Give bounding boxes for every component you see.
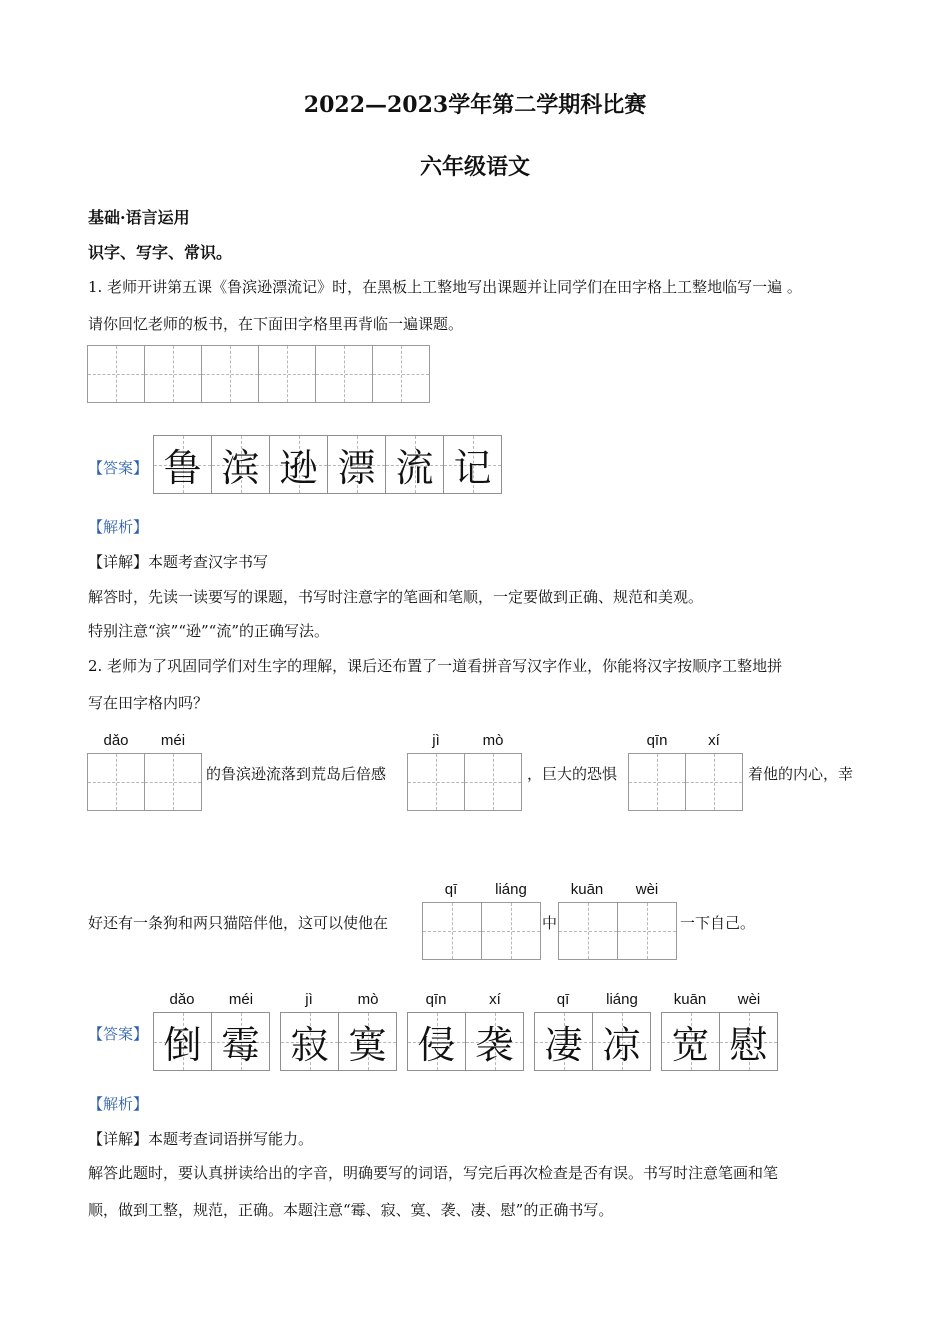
pinyin-label: dǎo	[169, 991, 195, 1008]
section-heading: 基础·语言运用	[88, 208, 190, 227]
answer-char: 寂	[290, 1023, 329, 1067]
grid-cell[interactable]	[144, 753, 202, 811]
grid-cell[interactable]	[685, 753, 743, 811]
pinyin-label: wèi	[737, 991, 761, 1008]
pinyin-label: qī	[444, 881, 458, 898]
grid-cell[interactable]	[372, 345, 430, 403]
pinyin-label: liáng	[606, 991, 638, 1008]
pinyin-label: xí	[489, 991, 501, 1008]
answer-cell	[269, 435, 328, 494]
answer-char: 滨	[221, 446, 260, 490]
answer-grid	[534, 1012, 651, 1071]
answer-char: 宽	[671, 1023, 710, 1067]
answer-char: 漂	[337, 446, 376, 490]
answer-cell	[443, 435, 502, 494]
answer-char: 记	[453, 446, 492, 490]
q2-seg2: ，巨大的恐惧	[527, 765, 618, 783]
answer-grid	[153, 1012, 270, 1071]
answer-char: 流	[395, 446, 434, 490]
answer-cell	[592, 1012, 651, 1071]
pinyin-label: méi	[160, 732, 186, 749]
answer-char: 鲁	[163, 446, 202, 490]
q1-text-line2: 请你回忆老师的板书，在下面田字格里再背临一遍课题。	[88, 315, 464, 333]
answer-cell	[153, 435, 212, 494]
writing-grid[interactable]	[558, 902, 677, 960]
grid-cell[interactable]	[201, 345, 259, 403]
pinyin-label: qīn	[646, 732, 668, 749]
answer-char: 袭	[475, 1023, 514, 1067]
q2-explain2: 顺，做到工整，规范，正确。本题注意“霉、寂、寞、袭、凄、慰”的正确书写。	[88, 1201, 614, 1219]
q1-analysis-label: 【解析】	[88, 518, 149, 536]
answer-char: 凉	[602, 1023, 641, 1067]
answer-cell	[719, 1012, 778, 1071]
q2-text-line2: 写在田字格内吗？	[88, 694, 209, 712]
q1-writing-grid[interactable]	[87, 345, 430, 403]
document-subtitle: 六年级语文	[419, 154, 530, 180]
answer-cell	[327, 435, 386, 494]
answer-cell	[661, 1012, 720, 1071]
pinyin-label: qī	[556, 991, 570, 1008]
grid-cell[interactable]	[628, 753, 686, 811]
grid-cell[interactable]	[422, 902, 482, 960]
pinyin-label: mò	[357, 991, 379, 1008]
answer-cell	[465, 1012, 524, 1071]
grid-cell[interactable]	[87, 345, 145, 403]
pinyin-label: wèi	[635, 881, 659, 898]
grid-cell[interactable]	[87, 753, 145, 811]
pinyin-label: kuān	[570, 881, 604, 898]
document-title: 2022—2023学年第二学期科比赛	[303, 92, 647, 118]
writing-grid[interactable]	[422, 902, 541, 960]
answer-cell	[407, 1012, 466, 1071]
answer-cell	[211, 1012, 270, 1071]
q2-answer-label: 【答案】	[88, 1025, 149, 1043]
grid-cell[interactable]	[144, 345, 202, 403]
grid-cell[interactable]	[481, 902, 541, 960]
q2-seg5: 中	[542, 914, 558, 932]
answer-char: 凄	[544, 1023, 583, 1067]
q2-explain1: 解答此题时，要认真拼读给出的字音，明确要写的词语，写完后再次检查是否有误。书写时注意笔画和笔	[88, 1164, 779, 1182]
q2-seg6: 一下自己。	[680, 914, 756, 932]
answer-char: 逊	[279, 446, 318, 490]
grid-cell[interactable]	[315, 345, 373, 403]
answer-grid	[661, 1012, 778, 1071]
answer-cell	[280, 1012, 339, 1071]
q2-text-line1: 2. 老师为了巩固同学们对生字的理解，课后还布置了一道看拼音写汉字作业，你能将汉字按顺序工整地拼	[88, 657, 783, 675]
q1-text-line1: 1. 老师开讲第五课《鲁滨逊漂流记》时，在黑板上工整地写出课题并让同学们在田字格上工整地临写一遍 。	[88, 278, 802, 296]
q1-detail: 【详解】本题考查汉字书写	[88, 553, 269, 571]
pinyin-label: méi	[228, 991, 254, 1008]
grid-cell[interactable]	[558, 902, 618, 960]
q1-answer-grid	[153, 435, 502, 494]
answer-char: 倒	[163, 1023, 202, 1067]
answer-char: 慰	[729, 1023, 768, 1067]
answer-char: 侵	[417, 1023, 456, 1067]
q2-seg1: 的鲁滨逊流落到荒岛后倍感	[206, 765, 387, 783]
answer-cell	[211, 435, 270, 494]
q2-analysis-label: 【解析】	[88, 1095, 149, 1113]
pinyin-label: xí	[708, 732, 720, 749]
q1-answer-label: 【答案】	[88, 459, 149, 477]
answer-char: 霉	[221, 1023, 260, 1067]
pinyin-label: mò	[482, 732, 504, 749]
grid-cell[interactable]	[258, 345, 316, 403]
pinyin-label: jì	[305, 991, 313, 1008]
q1-explain1: 解答时，先读一读要写的课题，书写时注意字的笔画和笔顺，一定要做到正确、规范和美观。	[88, 588, 704, 606]
answer-cell	[534, 1012, 593, 1071]
writing-grid[interactable]	[628, 753, 743, 811]
answer-char: 寞	[348, 1023, 387, 1067]
pinyin-label: jì	[432, 732, 440, 749]
answer-cell	[153, 1012, 212, 1071]
answer-grid	[407, 1012, 524, 1071]
grid-cell[interactable]	[617, 902, 677, 960]
q1-explain2: 特别注意“滨”“逊”“流”的正确写法。	[88, 622, 330, 640]
grid-cell[interactable]	[464, 753, 522, 811]
section-subheading: 识字、写字、常识。	[88, 243, 233, 262]
writing-grid[interactable]	[87, 753, 202, 811]
pinyin-label: liáng	[495, 881, 527, 898]
answer-cell	[338, 1012, 397, 1071]
q2-detail: 【详解】本题考查词语拼写能力。	[88, 1130, 314, 1148]
q2-seg4: 好还有一条狗和两只猫陪伴他，这可以使他在	[88, 914, 389, 932]
q2-seg3: 着他的内心，幸	[748, 765, 854, 783]
pinyin-label: dǎo	[103, 732, 129, 749]
pinyin-label: kuān	[673, 991, 707, 1008]
grid-cell[interactable]	[407, 753, 465, 811]
answer-cell	[385, 435, 444, 494]
writing-grid[interactable]	[407, 753, 522, 811]
answer-grid	[280, 1012, 397, 1071]
pinyin-label: qīn	[425, 991, 447, 1008]
